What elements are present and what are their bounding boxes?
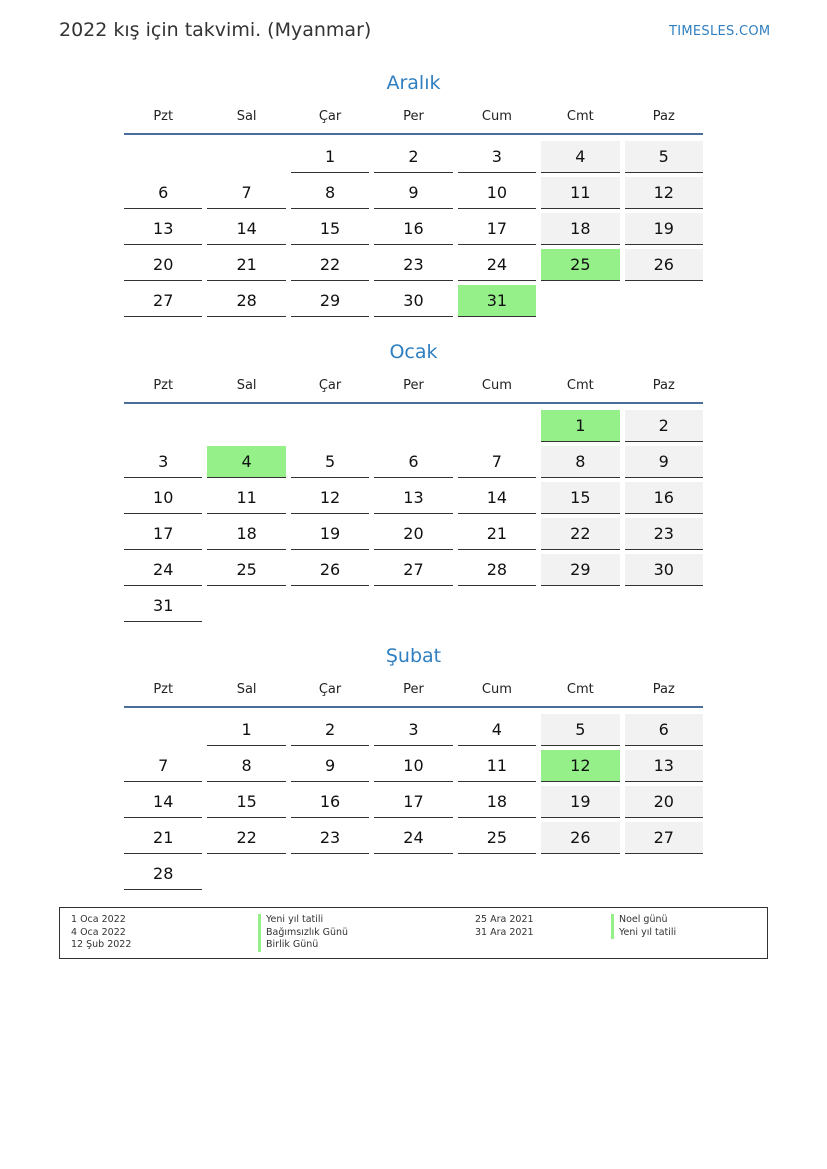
legend-holiday-name: Birlik Günü <box>258 939 348 952</box>
empty-day-cell <box>124 141 202 172</box>
day-cell: 8 <box>541 446 619 478</box>
day-cell: 5 <box>541 714 619 746</box>
weekday-label: Cum <box>481 377 512 393</box>
day-cell: 25 <box>207 554 285 586</box>
day-cell: 22 <box>291 249 369 281</box>
week-row <box>124 820 703 856</box>
day-cell: 24 <box>458 249 536 281</box>
day-cell: 25 <box>458 822 536 854</box>
legend-dates-left <box>71 914 131 952</box>
weekday-label: Per <box>403 681 424 697</box>
month-title: Şubat <box>385 645 442 667</box>
day-cell: 26 <box>291 554 369 586</box>
legend-date: 12 Şub 2022 <box>71 939 132 950</box>
day-cell: 12 <box>625 177 703 209</box>
day-cell: 8 <box>291 177 369 209</box>
day-cell: 16 <box>374 213 452 245</box>
weekday-label: Cum <box>481 681 512 697</box>
empty-day-cell <box>374 590 452 621</box>
day-cell: 16 <box>625 482 703 514</box>
day-cell: 1 <box>207 714 285 746</box>
weekday-label: Sal <box>236 377 257 393</box>
empty-day-cell <box>458 410 536 441</box>
weekday-label: Pzt <box>153 681 174 697</box>
empty-day-cell <box>374 858 452 889</box>
day-cell: 1 <box>291 141 369 173</box>
week-row <box>124 444 703 480</box>
day-cell: 4 <box>541 141 619 173</box>
day-cell: 20 <box>374 518 452 550</box>
day-cell: 10 <box>374 750 452 782</box>
month-title: Aralık <box>386 72 441 94</box>
day-cell: 19 <box>541 786 619 818</box>
day-cell: 28 <box>458 554 536 586</box>
empty-day-cell <box>625 590 703 621</box>
empty-day-cell <box>374 410 452 441</box>
day-cell: 29 <box>291 285 369 317</box>
weekday-header <box>124 102 703 130</box>
day-cell: 27 <box>124 285 202 317</box>
day-cell: 22 <box>541 518 619 550</box>
day-cell: 13 <box>124 213 202 245</box>
day-cell: 21 <box>207 249 285 281</box>
day-cell: 19 <box>291 518 369 550</box>
day-cell: 20 <box>625 786 703 818</box>
legend-holiday-name: Noel günü <box>611 914 676 927</box>
legend-names-right <box>611 914 676 939</box>
empty-day-cell <box>458 590 536 621</box>
weekday-label: Per <box>403 377 424 393</box>
week-row <box>124 748 703 784</box>
day-cell: 17 <box>374 786 452 818</box>
day-cell: 6 <box>625 714 703 746</box>
day-cell: 23 <box>625 518 703 550</box>
month-block <box>124 335 703 624</box>
day-cell: 15 <box>541 482 619 514</box>
week-row <box>124 516 703 552</box>
legend-date: 25 Ara 2021 <box>475 914 534 925</box>
day-cell: 26 <box>625 249 703 281</box>
day-cell: 3 <box>124 446 202 478</box>
weekday-label: Paz <box>652 108 675 124</box>
day-cell: 6 <box>374 446 452 478</box>
empty-day-cell <box>541 285 619 316</box>
day-cell: 17 <box>458 213 536 245</box>
day-cell: 11 <box>207 482 285 514</box>
week-row <box>124 784 703 820</box>
day-cell: 31 <box>124 590 202 622</box>
legend-date: 31 Ara 2021 <box>475 926 534 938</box>
day-cell: 21 <box>458 518 536 550</box>
day-cell: 5 <box>625 141 703 173</box>
day-cell: 12 <box>291 482 369 514</box>
day-cell: 28 <box>207 285 285 317</box>
weekday-header <box>124 371 703 399</box>
weekday-label: Cmt <box>566 681 594 697</box>
empty-day-cell <box>207 858 285 889</box>
month-title: Ocak <box>389 341 438 363</box>
empty-day-cell <box>291 590 369 621</box>
weekday-label: Cmt <box>566 108 594 124</box>
empty-day-cell <box>207 141 285 172</box>
day-cell: 21 <box>124 822 202 854</box>
empty-day-cell <box>541 590 619 621</box>
week-row <box>124 247 703 283</box>
day-cell: 15 <box>207 786 285 818</box>
day-cell: 2 <box>291 714 369 746</box>
month-block <box>124 639 703 892</box>
day-cell: 30 <box>374 285 452 317</box>
day-cell: 18 <box>458 786 536 818</box>
header-divider <box>124 402 703 404</box>
day-cell: 23 <box>291 822 369 854</box>
month-block <box>124 66 703 319</box>
day-cell: 24 <box>374 822 452 854</box>
empty-day-cell <box>207 410 285 441</box>
week-row <box>124 211 703 247</box>
day-cell: 27 <box>625 822 703 854</box>
week-row <box>124 408 703 444</box>
weekday-label: Sal <box>236 108 257 124</box>
holiday-day-cell: 1 <box>541 410 619 442</box>
day-cell: 18 <box>541 213 619 245</box>
week-row <box>124 283 703 319</box>
day-cell: 7 <box>207 177 285 209</box>
week-row <box>124 588 703 624</box>
day-cell: 3 <box>374 714 452 746</box>
week-row <box>124 552 703 588</box>
legend-holiday-name: Yeni yıl tatili <box>611 927 676 940</box>
page-title: 2022 kış için takvimi. (Myanmar) <box>59 19 372 41</box>
day-cell: 7 <box>458 446 536 478</box>
empty-day-cell <box>124 410 202 441</box>
empty-day-cell <box>291 858 369 889</box>
weekday-label: Cmt <box>566 377 594 393</box>
header-divider <box>124 706 703 708</box>
weekday-label: Paz <box>652 377 675 393</box>
day-cell: 17 <box>124 518 202 550</box>
week-row <box>124 175 703 211</box>
day-cell: 24 <box>124 554 202 586</box>
day-cell: 10 <box>124 482 202 514</box>
day-cell: 13 <box>374 482 452 514</box>
weekday-label: Çar <box>318 681 342 697</box>
day-cell: 6 <box>124 177 202 209</box>
day-cell: 14 <box>207 213 285 245</box>
legend-holiday-name: Bağımsızlık Günü <box>258 927 348 940</box>
day-cell: 7 <box>124 750 202 782</box>
weekday-label: Pzt <box>153 108 174 124</box>
weekday-label: Per <box>403 108 424 124</box>
holiday-day-cell: 25 <box>541 249 619 281</box>
day-cell: 28 <box>124 858 202 890</box>
empty-day-cell <box>625 858 703 889</box>
holiday-legend <box>59 907 768 959</box>
day-cell: 5 <box>291 446 369 478</box>
day-cell: 29 <box>541 554 619 586</box>
week-row <box>124 480 703 516</box>
weekday-label: Pzt <box>153 377 174 393</box>
day-cell: 27 <box>374 554 452 586</box>
empty-day-cell <box>458 858 536 889</box>
weekday-label: Cum <box>481 108 512 124</box>
day-cell: 11 <box>458 750 536 782</box>
day-cell: 18 <box>207 518 285 550</box>
empty-day-cell <box>625 285 703 316</box>
day-cell: 9 <box>625 446 703 478</box>
legend-holiday-name: Yeni yıl tatili <box>258 914 348 927</box>
day-cell: 10 <box>458 177 536 209</box>
week-row <box>124 712 703 748</box>
header-divider <box>124 133 703 135</box>
legend-dates-right <box>475 914 534 939</box>
weekday-header <box>124 675 703 703</box>
weekday-label: Çar <box>318 108 342 124</box>
day-cell: 14 <box>458 482 536 514</box>
week-row <box>124 856 703 892</box>
day-cell: 9 <box>374 177 452 209</box>
legend-date: 4 Oca 2022 <box>71 926 126 938</box>
legend-date: 1 Oca 2022 <box>71 914 126 925</box>
day-cell: 22 <box>207 822 285 854</box>
day-cell: 8 <box>207 750 285 782</box>
day-cell: 15 <box>291 213 369 245</box>
day-cell: 4 <box>458 714 536 746</box>
weekday-label: Çar <box>318 377 342 393</box>
day-cell: 2 <box>625 410 703 442</box>
empty-day-cell <box>541 858 619 889</box>
holiday-day-cell: 12 <box>541 750 619 782</box>
day-cell: 14 <box>124 786 202 818</box>
day-cell: 26 <box>541 822 619 854</box>
weekday-label: Sal <box>236 681 257 697</box>
day-cell: 19 <box>625 213 703 245</box>
empty-day-cell <box>124 714 202 745</box>
holiday-day-cell: 31 <box>458 285 536 317</box>
holiday-day-cell: 4 <box>207 446 285 478</box>
brand-link[interactable]: TIMESLES.COM <box>669 24 771 39</box>
day-cell: 16 <box>291 786 369 818</box>
day-cell: 2 <box>374 141 452 173</box>
day-cell: 20 <box>124 249 202 281</box>
day-cell: 23 <box>374 249 452 281</box>
weekday-label: Paz <box>652 681 675 697</box>
day-cell: 9 <box>291 750 369 782</box>
day-cell: 11 <box>541 177 619 209</box>
week-row <box>124 139 703 175</box>
day-cell: 3 <box>458 141 536 173</box>
day-cell: 30 <box>625 554 703 586</box>
empty-day-cell <box>291 410 369 441</box>
day-cell: 13 <box>625 750 703 782</box>
empty-day-cell <box>207 590 285 621</box>
legend-names-left <box>258 914 348 952</box>
